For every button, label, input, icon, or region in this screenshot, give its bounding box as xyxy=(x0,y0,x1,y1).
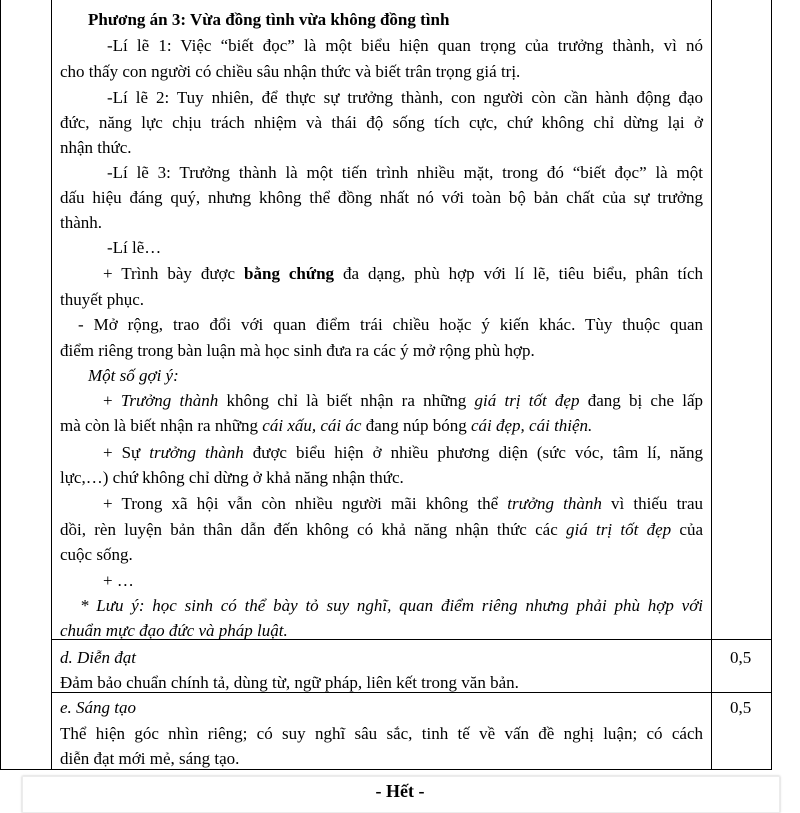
s3-post: vì thiếu trau xyxy=(601,494,703,513)
s3b-italic: giá trị tốt đẹp xyxy=(566,520,672,539)
s3-pre: + Trong xã hội vẫn còn nhiều người mãi không thể xyxy=(103,494,508,513)
evidence-line2: thuyết phục. xyxy=(60,290,145,309)
reason3-line2: dấu hiệu đáng quý, nhưng không thể đồng nhất nó với toàn bộ bản chất của sự trưởng xyxy=(60,188,703,207)
suggestions-title: Một số gợi ý: xyxy=(88,366,179,385)
evidence-bold: bằng chứng xyxy=(244,264,335,283)
criterion-d-title: d. Diễn đạt xyxy=(60,648,137,667)
evidence-line1 xyxy=(103,264,703,284)
table-col-divider-2 xyxy=(711,0,712,770)
document-end-marker: - Hết - xyxy=(375,781,425,801)
evidence-text-post: đa dạng, phù hợp với lí lẽ, tiêu biểu, phân tích xyxy=(334,264,703,283)
criterion-d-text: Đảm bảo chuẩn chính tả, dùng từ, ngữ pháp, liên kết trong văn bản. xyxy=(60,673,519,692)
s1b-mid: đang núp bóng xyxy=(361,416,471,435)
reason-more: -Lí lẽ… xyxy=(107,238,162,257)
s1-italic1: Trưởng thành xyxy=(120,391,219,410)
table-col-divider-1 xyxy=(51,0,52,770)
s1-pre: + xyxy=(103,391,121,410)
s3b-post: của xyxy=(671,520,704,539)
suggestion2-line2: lực,…) chứ không chỉ dừng ở khả năng nhận thức. xyxy=(60,468,404,487)
evidence-text-pre: + Trình bày được xyxy=(103,264,245,283)
table-bottom-border xyxy=(0,769,772,770)
s1b-pre: mà còn là biết nhận ra những xyxy=(60,416,263,435)
expand-line2: điểm riêng trong bàn luận mà học sinh đưa ra các ý mở rộng phù hợp. xyxy=(60,341,535,360)
suggestion3-line1 xyxy=(103,494,703,514)
criterion-d-score: 0,5 xyxy=(730,648,752,667)
table-left-border xyxy=(0,0,1,770)
reason2-line2: đức, năng lực chịu trách nhiệm và thái độ sống tích cực, chứ không chỉ dừng lại ở xyxy=(60,113,703,132)
s1-post: đang bị che lấp xyxy=(579,391,704,410)
suggestion3-line3: cuộc sống. xyxy=(60,545,133,564)
reason3-line1: -Lí lẽ 3: Trưởng thành là một tiến trình nhiều mặt, trong đó “biết đọc” là một xyxy=(107,163,703,182)
criterion-e-text-line2: diễn đạt mới mẻ, sáng tạo. xyxy=(60,749,240,768)
reason2-line3: nhận thức. xyxy=(60,138,132,157)
reason1-line1: -Lí lẽ 1: Việc “biết đọc” là một biểu hiện quan trọng của trưởng thành, vì nó xyxy=(107,36,703,55)
suggestion1-line1 xyxy=(103,391,703,411)
note-line2: chuẩn mực đạo đức và pháp luật. xyxy=(60,621,288,640)
s1-italic2: giá trị tốt đẹp xyxy=(474,391,580,410)
suggestion4: + … xyxy=(103,571,134,590)
s2-italic: trưởng thành xyxy=(149,443,244,462)
suggestion1-line2 xyxy=(60,416,592,436)
criterion-e-score: 0,5 xyxy=(730,698,752,717)
note-line1: * Lưu ý: học sinh có thể bày tỏ suy nghĩ, quan điểm riêng nhưng phải phù hợp với xyxy=(80,596,703,615)
reason2-line1: -Lí lẽ 2: Tuy nhiên, để thực sự trưởng thành, con người còn cần hành động đạo xyxy=(107,88,703,107)
s2-pre: + Sự xyxy=(103,443,150,462)
expand-line1: - Mở rộng, trao đổi với quan điểm trái chiều hoặc ý kiến khác. Tùy thuộc quan xyxy=(78,315,703,334)
reason1-line2: cho thấy con người có chiều sâu nhận thức và biết trân trọng giá trị. xyxy=(60,62,521,81)
reason3-line3: thành. xyxy=(60,213,103,232)
option3-heading: Phương án 3: Vừa đồng tình vừa không đồng tình xyxy=(88,10,450,29)
s1b-italic1: cái xấu, cái ác xyxy=(262,416,362,435)
suggestion3-line2 xyxy=(60,520,703,540)
s1-mid: không chỉ là biết nhận ra những xyxy=(218,391,475,410)
s3b-pre: dồi, rèn luyện bản thân dẫn đến không có khả năng nhận thức các xyxy=(60,520,567,539)
table-right-border xyxy=(771,0,772,770)
criterion-e-title: e. Sáng tạo xyxy=(60,698,137,717)
s1b-italic2: cái đẹp, cái thiện. xyxy=(470,416,593,435)
criterion-e-text-line1: Thể hiện góc nhìn riêng; có suy nghĩ sâu sắc, tinh tế về vấn đề nghị luận; có cách xyxy=(60,724,703,743)
s3-italic: trưởng thành xyxy=(507,494,602,513)
suggestion2-line1 xyxy=(103,443,703,463)
s2-post: được biểu hiện ở nhiều phương diện (sức vóc, tâm lí, năng xyxy=(243,443,703,462)
